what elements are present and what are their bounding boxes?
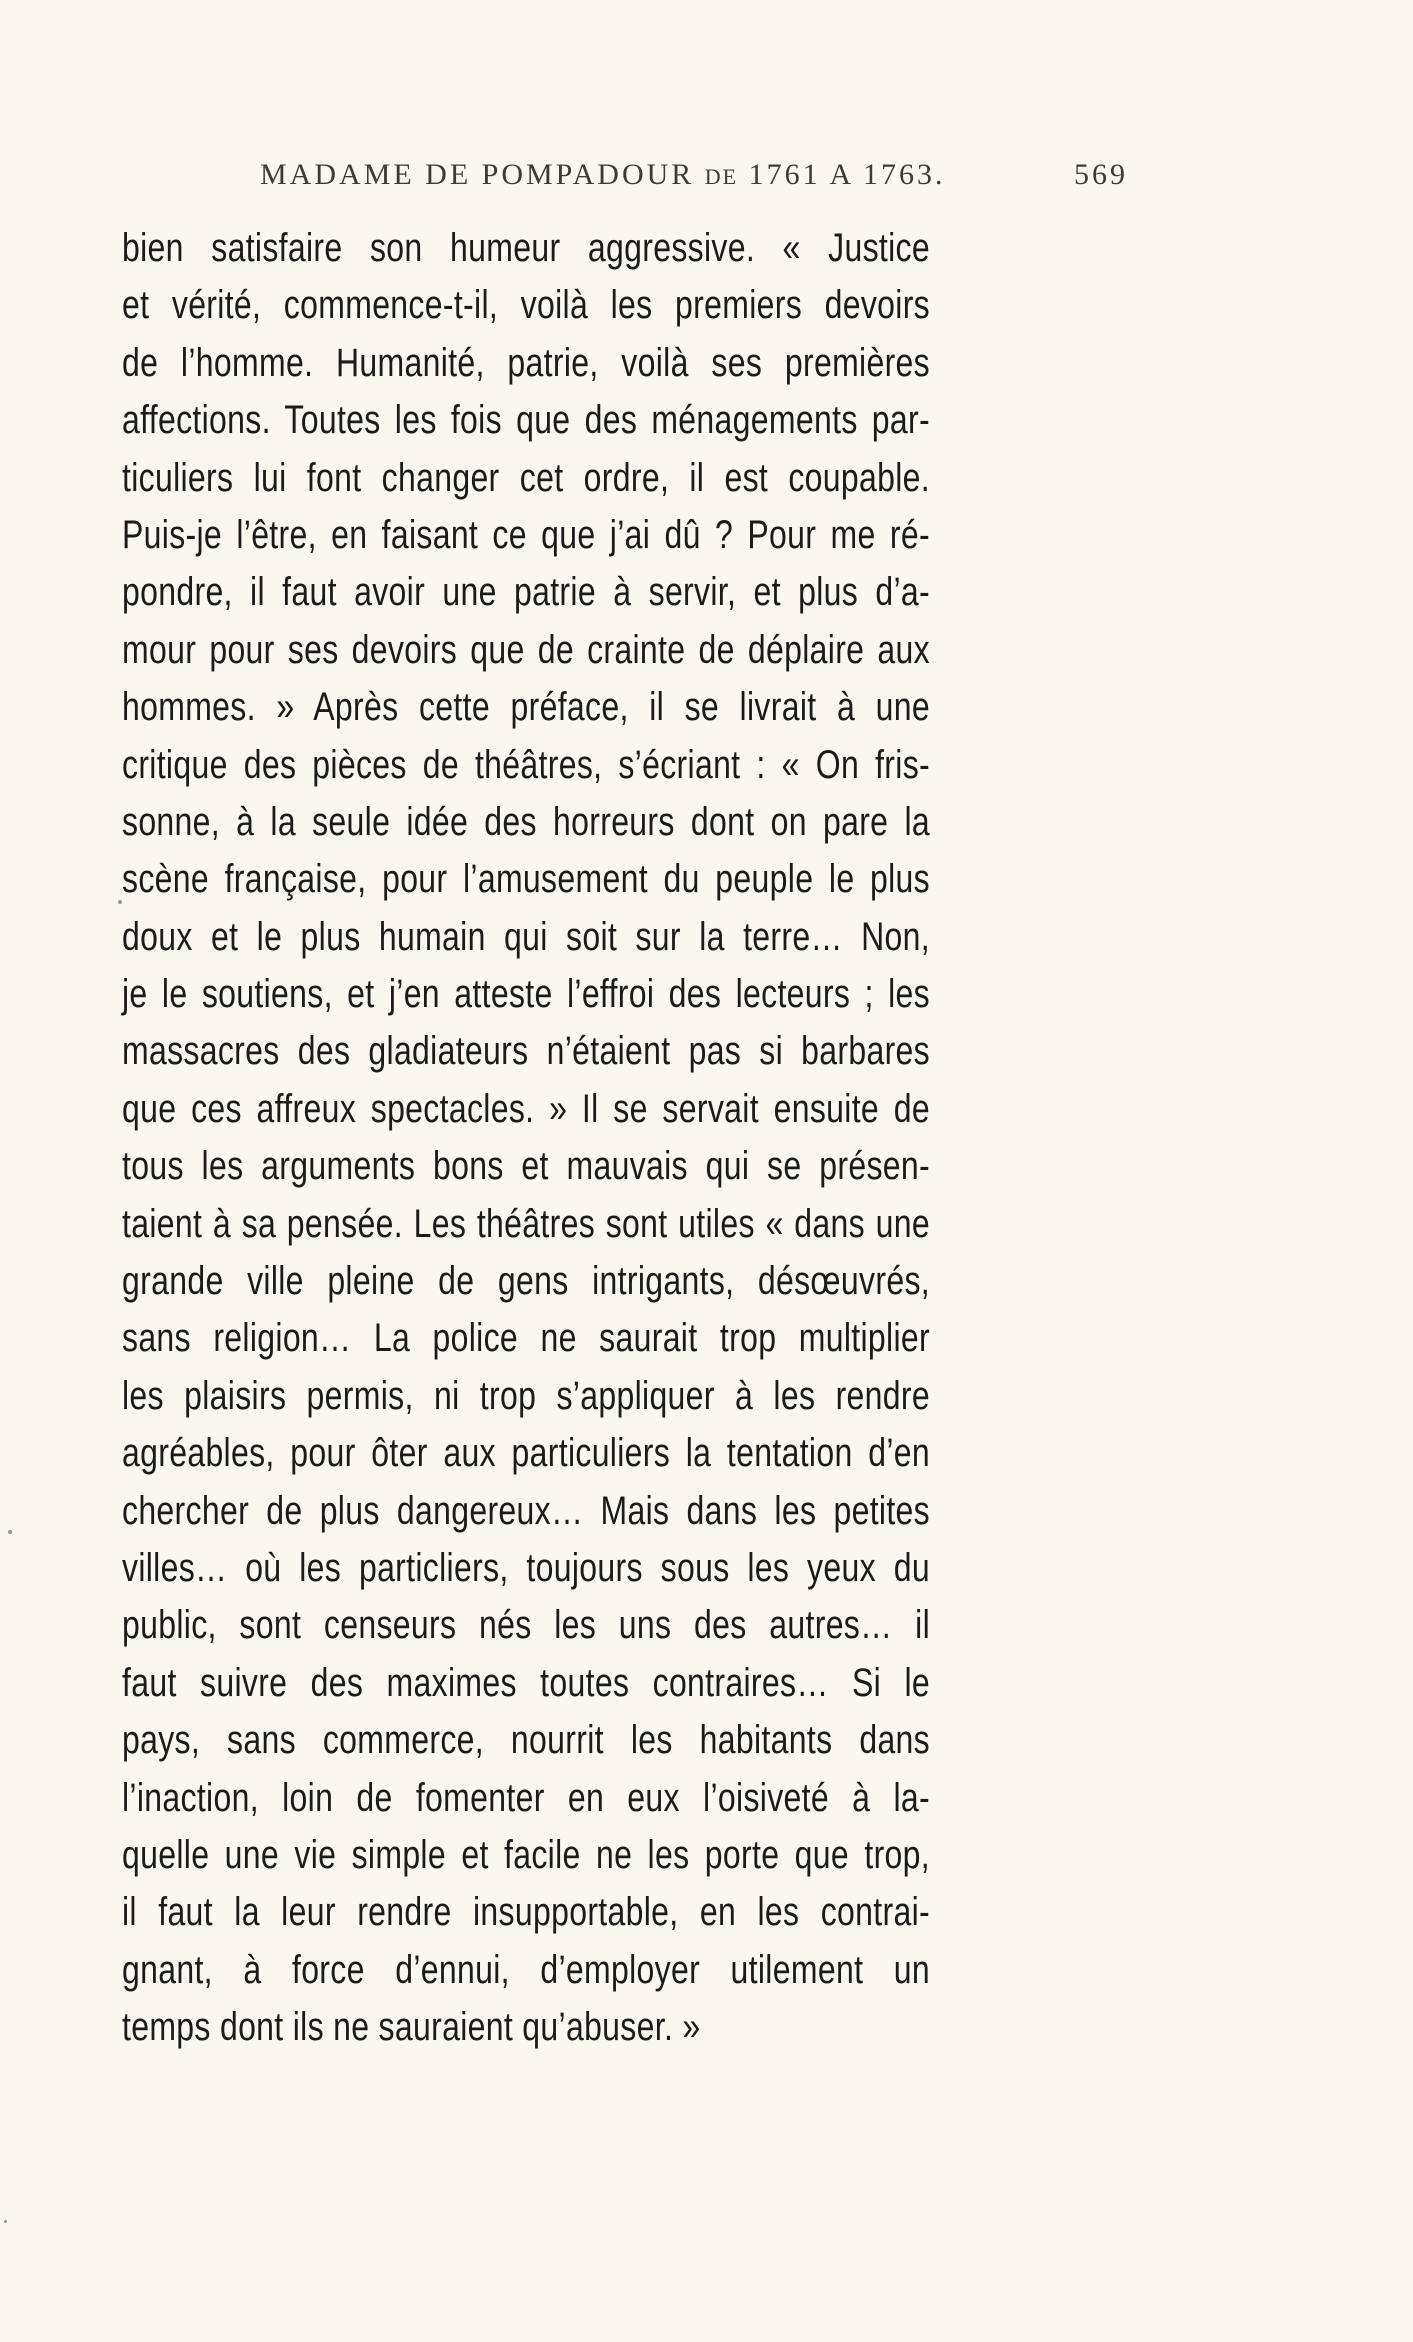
text-line: je le soutiens, et j’en atteste l’effroi des lecteurs ; les [122, 972, 930, 1017]
text-line: ticuliers lui font changer cet ordre, il est coupable. [122, 455, 930, 500]
text-line: hommes. » Après cette préface, il se livrait à une [122, 685, 930, 730]
text-line: taient à sa pensée. Les théâtres sont utiles « dans une [122, 1201, 930, 1246]
text-line: de l’homme. Humanité, patrie, voilà ses premières [122, 340, 930, 385]
text-line: faut suivre des maximes toutes contraires… Si le [122, 1660, 930, 1705]
text-line: bien satisfaire son humeur aggressive. « Justice [122, 226, 930, 270]
text-line-last: temps dont ils ne sauraient qu’abuser. » [122, 2005, 701, 2050]
text-line: l’inaction, loin de fomenter en eux l’oisiveté à la- [122, 1775, 930, 1820]
text-line: agréables, pour ôter aux particuliers la tentation d’en [122, 1431, 930, 1476]
running-head-title-small: DE [704, 164, 739, 189]
running-head-title-years: 1761 A 1763. [748, 158, 946, 191]
paper-speck [8, 1530, 12, 1534]
text-line: les plaisirs permis, ni trop s’appliquer à les rendre [122, 1373, 930, 1418]
text-line: grande ville pleine de gens intrigants, désœuvrés, [122, 1259, 930, 1304]
text-line: sonne, à la seule idée des horreurs dont on pare la [122, 799, 930, 844]
paper-speck [118, 900, 122, 904]
running-head [260, 158, 1128, 202]
page-number: 569 [1074, 158, 1128, 191]
text-line: doux et le plus humain qui soit sur la terre… Non, [122, 914, 930, 959]
text-line: chercher de plus dangereux… Mais dans les petites [122, 1488, 930, 1533]
text-line: gnant, à force d’ennui, d’employer utilement un [122, 1947, 930, 1992]
text-line: massacres des gladiateurs n’étaient pas si barbares [122, 1029, 930, 1074]
text-line: critique des pièces de théâtres, s’écriant : « On fris- [122, 742, 930, 787]
text-line: et vérité, commence-t-il, voilà les premiers devoirs [122, 283, 930, 328]
text-line: pays, sans commerce, nourrit les habitants dans [122, 1718, 930, 1763]
text-line: sans religion… La police ne saurait trop multiplier [122, 1316, 930, 1361]
paper-speck [4, 2220, 7, 2223]
text-line: que ces affreux spectacles. » Il se servait ensuite de [122, 1086, 930, 1131]
text-line: public, sont censeurs nés les uns des autres… il [122, 1603, 930, 1648]
text-line: Puis-je l’être, en faisant ce que j’ai dû ? Pour me ré- [122, 512, 930, 557]
running-head-title [260, 158, 945, 192]
text-line: quelle une vie simple et facile ne les porte que trop, [122, 1832, 930, 1877]
text-line: tous les arguments bons et mauvais qui se présen- [122, 1144, 930, 1189]
text-line: scène française, pour l’amusement du peuple le plus [122, 857, 930, 902]
text-line: affections. Toutes les fois que des ménagements par- [122, 398, 930, 443]
text-line: mour pour ses devoirs que de crainte de déplaire aux [122, 627, 930, 672]
body-text [122, 220, 930, 2057]
text-line: pondre, il faut avoir une patrie à servir, et plus d’a- [122, 570, 930, 615]
text-line: il faut la leur rendre insupportable, en les contrai- [122, 1890, 930, 1935]
running-head-title-main: MADAME DE POMPADOUR [260, 158, 695, 191]
text-line: villes… où les particliers, toujours sous les yeux du [122, 1545, 930, 1590]
